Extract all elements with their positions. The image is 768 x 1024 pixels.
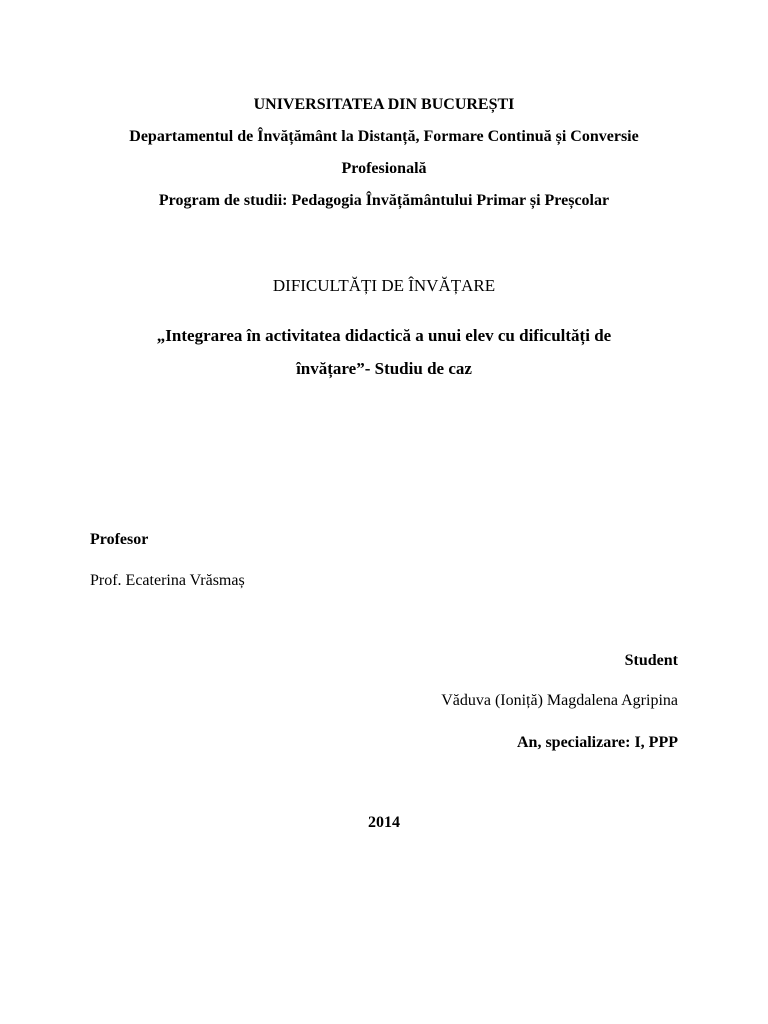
student-name: Văduva (Ioniță) Magdalena Agripina (441, 692, 678, 709)
department-line-1: Departamentul de Învățământ la Distanță, Formare Continuă și Conversie (129, 128, 639, 145)
university-name: UNIVERSITATEA DIN BUCUREȘTI (253, 96, 515, 113)
program-of-study: Program de studii: Pedagogia Învățământului Primar și Preșcolar (158, 192, 610, 209)
subtitle-line-2: învățare”- Studiu de caz (296, 359, 472, 378)
subtitle-line-1: „Integrarea în activitatea didactică a unui elev cu dificultăți de (156, 326, 612, 345)
department-line-2: Profesională (341, 160, 427, 177)
student-label: Student (624, 652, 678, 669)
course-title: DIFICULTĂȚI DE ÎNVĂȚARE (272, 276, 496, 295)
document-year: 2014 (368, 814, 400, 831)
professor-label: Profesor (90, 531, 149, 548)
year-specialization: An, specializare: I, PPP (516, 734, 678, 751)
professor-name: Prof. Ecaterina Vrăsmaș (90, 572, 245, 589)
